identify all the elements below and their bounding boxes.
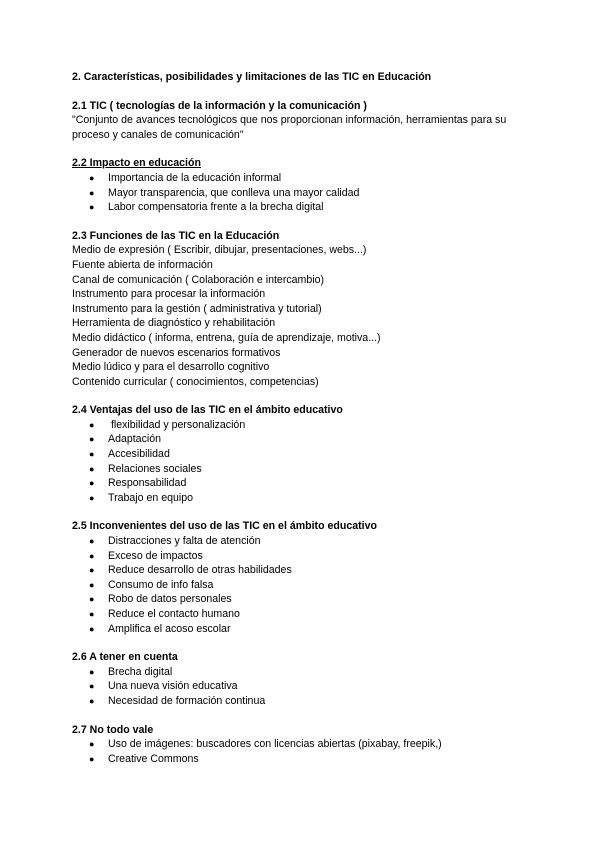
bullet-icon: ●: [89, 434, 95, 445]
list-item-text: Adaptación: [108, 433, 162, 446]
section-2-5-heading: 2.5 Inconvenientes del uso de las TIC en el ámbito educativo: [72, 520, 377, 533]
list-item-text: Trabajo en equipo: [108, 491, 194, 504]
impact-list: [72, 171, 542, 215]
list-item: [72, 549, 542, 564]
list-item: [72, 665, 542, 680]
list-item-text: Mayor transparencia, que conlleva una mayor calidad: [108, 186, 360, 199]
list-item: [72, 476, 542, 491]
function-line: Canal de comunicación ( Colaboración e intercambio): [72, 273, 325, 286]
section-2-7: [72, 723, 542, 767]
list-item-text: Uso de imágenes: buscadores con licencias abiertas (pixabay, freepik,): [108, 738, 442, 751]
list-item-text: Robo de datos personales: [108, 593, 232, 606]
bullet-icon: ●: [89, 202, 95, 213]
bullet-icon: ●: [89, 463, 95, 474]
section-2-3-heading: 2.3 Funciones de las TIC en la Educación: [72, 229, 280, 242]
bullet-icon: ●: [89, 695, 95, 706]
list-item: [72, 491, 542, 506]
list-item: [72, 592, 542, 607]
section-2-7-heading: 2.7 No todo vale: [72, 723, 154, 736]
bullet-icon: ●: [89, 609, 95, 619]
bullet-icon: ●: [89, 681, 95, 692]
considerations-list: [72, 665, 542, 709]
section-2-3: [72, 229, 542, 390]
list-item-text: flexibilidad y personalización: [108, 418, 246, 431]
section-2-5: [72, 519, 542, 636]
bullet-icon: ●: [89, 753, 95, 764]
list-item: [72, 462, 542, 477]
function-line: Medio lúdico y para el desarrollo cognitivo: [72, 361, 270, 374]
list-item: [72, 578, 542, 593]
bullet-icon: ●: [89, 565, 95, 576]
list-item: [72, 607, 542, 622]
list-item: [72, 186, 542, 201]
bullet-icon: ●: [89, 594, 95, 605]
bullet-icon: ●: [89, 579, 95, 590]
list-item-text: Creative Commons: [108, 752, 199, 765]
function-line: Contenido curricular ( conocimientos, competencias): [72, 375, 319, 388]
bullet-icon: ●: [89, 449, 95, 460]
list-item-text: Labor compensatoria frente a la brecha digital: [108, 201, 324, 214]
bullet-icon: ●: [89, 419, 95, 430]
list-item: [72, 534, 542, 549]
list-item-text: Accesibilidad: [108, 448, 170, 461]
advantages-list: [72, 418, 542, 506]
list-item: [72, 418, 542, 433]
section-2-2-heading: 2.2 Impacto en educación: [72, 157, 201, 170]
function-line: Instrumento para la gestión ( administrativa y tutorial): [72, 302, 322, 315]
list-item-text: Necesidad de formación continua: [108, 694, 266, 707]
list-item-text: Reduce el contacto humano: [108, 608, 240, 620]
list-item: [72, 694, 542, 709]
list-item: [72, 432, 542, 447]
section-2-4: [72, 403, 542, 505]
function-line: Medio didáctico ( informa, entrena, guía de aprendizaje, motiva...): [72, 331, 381, 344]
function-line: Instrumento para procesar la información: [72, 288, 266, 301]
bullet-icon: ●: [89, 536, 95, 547]
not-everything-goes-list: [72, 737, 542, 766]
section-2-2: [72, 156, 542, 214]
list-item-text: Una nueva visión educativa: [108, 680, 238, 693]
list-item: [72, 171, 542, 186]
section-2-1: [72, 99, 542, 143]
list-item-text: Reduce desarrollo de otras habilidades: [108, 564, 292, 577]
list-item: [72, 563, 542, 578]
definition-quote-line-2: proceso y canales de comunicación": [72, 128, 244, 141]
section-2-1-heading: 2.1 TIC ( tecnologías de la información y la comunicación ): [72, 99, 367, 112]
list-item-text: Amplifica el acoso escolar: [108, 622, 231, 635]
bullet-icon: ●: [89, 478, 95, 489]
section-2-4-heading: 2.4 Ventajas del uso de las TIC en el ámbito educativo: [72, 404, 343, 417]
bullet-icon: ●: [89, 187, 95, 198]
list-item-text: Responsabilidad: [108, 477, 187, 490]
list-item: [72, 447, 542, 462]
list-item: [72, 679, 542, 694]
function-line: Herramienta de diagnóstico y rehabilitación: [72, 317, 276, 330]
bullet-icon: ●: [89, 550, 95, 561]
function-line: Generador de nuevos escenarios formativos: [72, 346, 281, 359]
function-line: Fuente abierta de información: [72, 258, 213, 271]
section-2-6: [72, 650, 542, 708]
list-item: [72, 737, 542, 752]
list-item-text: Importancia de la educación informal: [108, 171, 282, 184]
function-line: Medio de expresión ( Escribir, dibujar, presentaciones, webs...): [72, 244, 367, 257]
bullet-icon: ●: [89, 666, 95, 677]
list-item-text: Relaciones sociales: [108, 462, 202, 475]
definition-quote-line-1: "Conjunto de avances tecnológicos que nos proporcionan información, herramientas para su: [72, 114, 507, 127]
list-item: [72, 200, 542, 215]
functions-list: [72, 243, 542, 389]
bullet-icon: ●: [89, 492, 95, 503]
list-item-text: Brecha digital: [108, 665, 173, 678]
bullet-icon: ●: [89, 623, 95, 634]
list-item: [72, 622, 542, 637]
section-2-6-heading: 2.6 A tener en cuenta: [72, 651, 178, 664]
list-item: [72, 752, 542, 767]
list-item-text: Exceso de impactos: [108, 549, 203, 562]
list-item-text: Distracciones y falta de atención: [108, 535, 261, 548]
bullet-icon: ●: [89, 172, 95, 183]
list-item-text: Consumo de info falsa: [108, 578, 214, 591]
bullet-icon: ●: [89, 739, 95, 750]
drawbacks-list: [72, 534, 542, 636]
document-title: 2. Características, posibilidades y limitaciones de las TIC en Educación: [72, 71, 432, 83]
document-content: [72, 70, 542, 780]
